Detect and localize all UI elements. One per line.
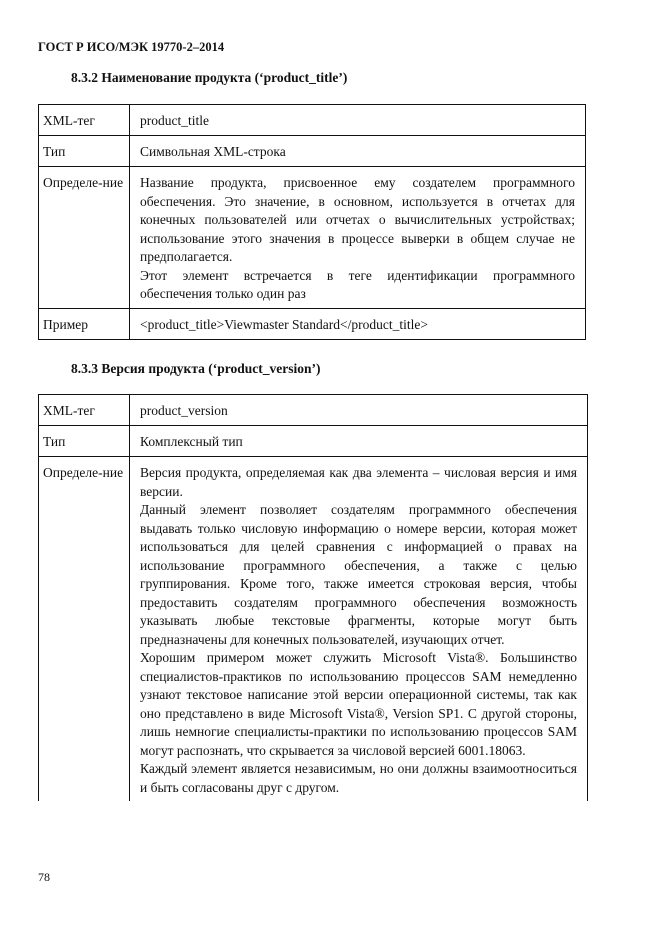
row-key: Пример <box>39 308 130 339</box>
row-value: <product_title>Viewmaster Standard</product_title> <box>130 308 586 339</box>
row-key: XML-тег <box>39 105 130 136</box>
table-row <box>39 167 586 309</box>
table-row <box>39 308 586 339</box>
definition-paragraph: Версия продукта, определяемая как два элемента – числовая версия и имя версии. <box>140 465 577 499</box>
row-value: product_version <box>130 395 588 426</box>
row-key: Тип <box>39 426 130 457</box>
row-value <box>130 457 588 802</box>
document-code-header: ГОСТ Р ИСО/МЭК 19770-2–2014 <box>38 40 225 54</box>
table-row <box>39 426 588 457</box>
row-value <box>130 167 586 309</box>
definition-paragraph: Данный элемент позволяет создателям программного обеспечения выдавать только числовую информацию о номере версии, которая может использоваться для целей сравнения с информацией о правах на использование программного обеспечения, а также с целью группирования. Кроме того, также имеется строковая версия, чтобы предоставить создателям программного обеспечения возможность указывать любые текстовые фрагменты, которые могут быть предназначены для конечных пользователей, изучающих отчет. <box>140 502 577 647</box>
definition-paragraph: Каждый элемент является независимым, но они должны взаимоотноситься и быть согласованы друг с другом. <box>140 761 577 795</box>
definition-paragraph: Хорошим примером может служить Microsoft Vista®. Большинство специалистов-практиков по использованию процессов SAM немедленно узнают текстовое написание этой версии операционной системы, так как оно представлено в виде Microsoft Vista®, Version SP1. С другой стороны, лишь немногие специалисты-практики по использованию процессов SAM могут распознать, что скрывается за числовой версией 6001.18063. <box>140 650 577 758</box>
section-heading-product-version: 8.3.3 Версия продукта (‘product_version’) <box>71 361 321 376</box>
product-title-table <box>38 104 586 340</box>
table-row <box>39 457 588 802</box>
table-row <box>39 105 586 136</box>
row-key: Тип <box>39 136 130 167</box>
row-key: XML-тег <box>39 395 130 426</box>
page-number: 78 <box>38 870 50 884</box>
row-value: product_title <box>130 105 586 136</box>
table-row <box>39 136 586 167</box>
row-key: Определе-ние <box>39 167 130 309</box>
table-row <box>39 395 588 426</box>
definition-paragraph: Название продукта, присвоенное ему создателем программного обеспечения. Это значение, в основном, используется в отчетах для конечных пользователей или отчетах о вычислительных устройствах; использование этого значения в процессе выверки в общем случае не предполагается. <box>140 175 575 264</box>
product-version-table <box>38 394 588 801</box>
definition-paragraph: Этот элемент встречается в теге идентификации программного обеспечения только один раз <box>140 267 575 301</box>
row-value: Комплексный тип <box>130 426 588 457</box>
row-key: Определе-ние <box>39 457 130 802</box>
section-heading-product-title: 8.3.2 Наименование продукта (‘product_title’) <box>71 70 348 85</box>
row-value: Символьная XML-строка <box>130 136 586 167</box>
